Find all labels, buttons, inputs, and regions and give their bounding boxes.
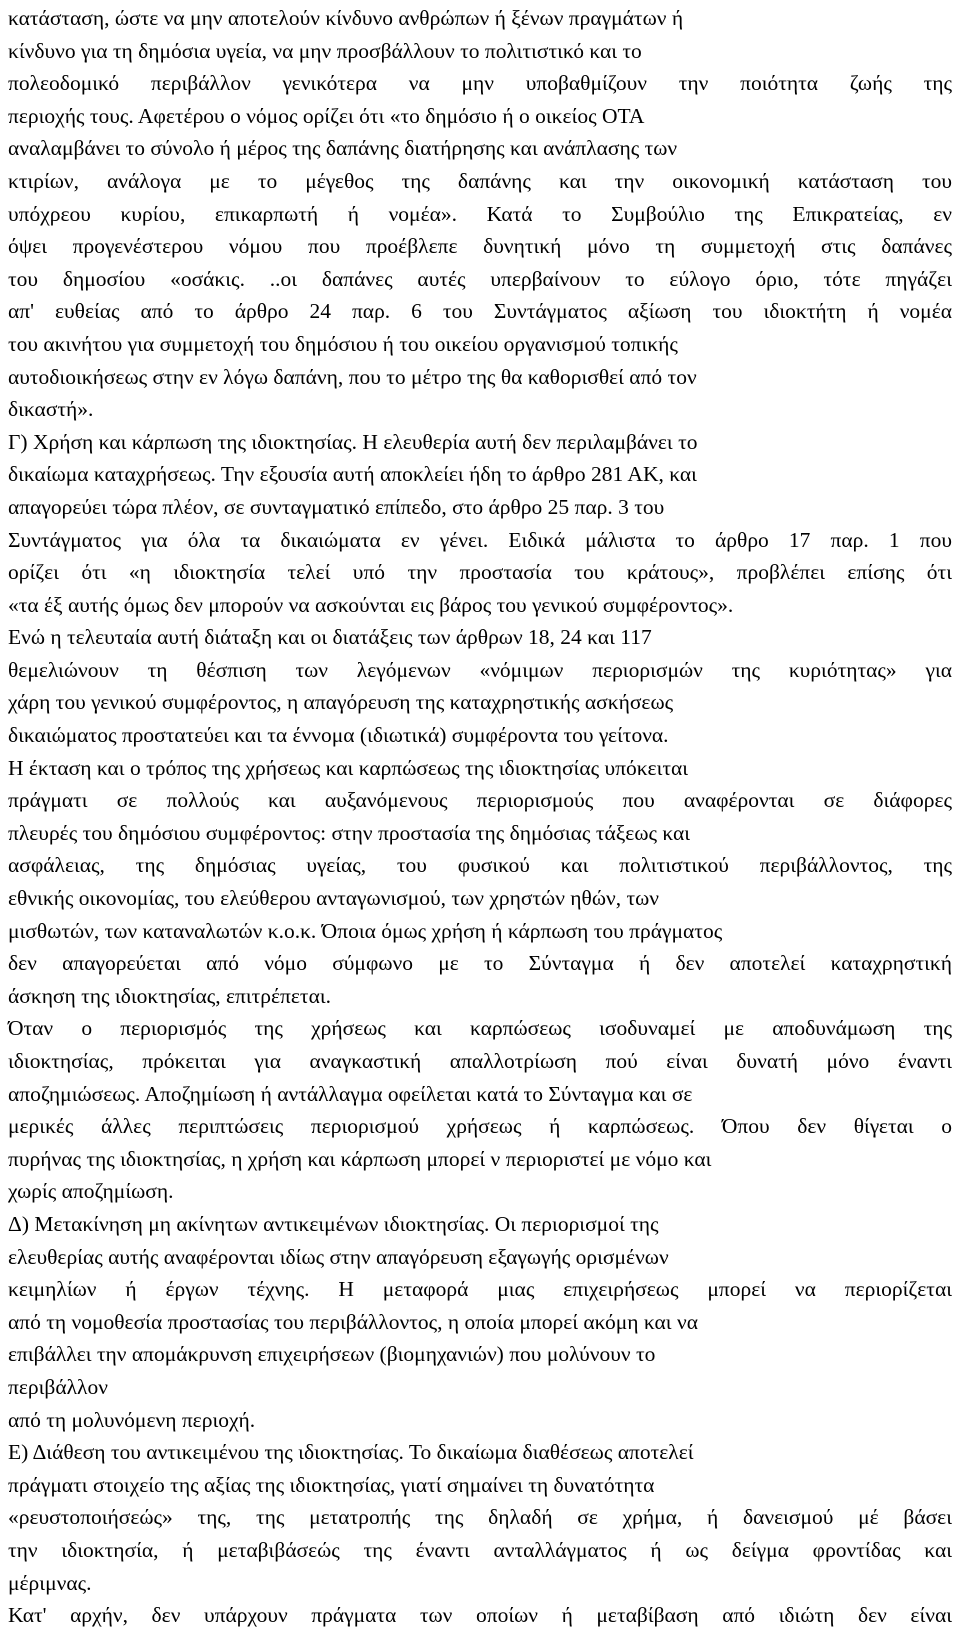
text-line: χάρη του γενικού συμφέροντος, η απαγόρευση της καταχρηστικής ασκήσεως [8,690,674,715]
text-line: ορίζει ότι «η ιδιοκτησία τελεί υπό την προστασία του κράτους», προβλέπει επίσης ότι [8,560,952,585]
text-line: κτιρίων, ανάλογα με το μέγεθος της δαπάνης και την οικονομική κατάσταση του [8,168,952,193]
text-line: πλευρές του δημόσιου συμφέροντος: στην προστασία της δημόσιας τάξεως και [8,820,691,845]
text-line: μερικές άλλες περιπτώσεις περιορισμού χρήσεως ή καρπώσεως. Όπου δεν θίγεται ο [8,1114,952,1139]
text-line: κειμηλίων ή έργων τέχνης. Η μεταφορά μιας επιχειρήσεως μπορεί να περιορίζεται [8,1277,952,1302]
text-line: πυρήνας της ιδιοκτησίας, η χρήση και κάρπωση μπορεί ν περιοριστεί με νόμο και [8,1146,712,1171]
text-line: ασφάλειας, της δημόσιας υγείας, του φυσικού και πολιτιστικού περιβάλλοντος, της [8,853,952,878]
text-line: ελευθερίας αυτής αναφέρονται ιδίως στην απαγόρευση εξαγωγής ορισμένων [8,1244,669,1269]
text-line: πράγματι σε πολλούς και αυξανόμενους περιορισμούς που αναφέρονται σε διάφορες [8,788,952,813]
text-line: «ρευστοποιήσεώς» της, της μετατροπής της δηλαδή σε χρήμα, ή δανεισμού μέ βάσει [8,1505,952,1530]
text-line: Κατ' αρχήν, δεν υπάρχουν πράγματα των οποίων ή μεταβίβαση από ιδιώτη δεν είναι [8,1603,952,1628]
text-line: κατάσταση, ώστε να μην αποτελούν κίνδυνο ανθρώπων ή ξένων πραγμάτων ή [8,6,684,30]
text-line: μισθωτών, των καταναλωτών κ.ο.κ. Όποια όμως χρήση ή κάρπωση του πράγματος [8,918,723,943]
text-line: αυτοδιοικήσεως στην εν λόγω δαπάνη, που το μέτρο της θα καθορισθεί από τον [8,364,697,389]
document-body [8,2,952,1632]
text-line: άσκηση της ιδιοκτησίας, επιτρέπεται. [8,983,331,1008]
text-line: περιοχής τους. Αφετέρου ο νόμος ορίζει ότι «το δημόσιο ή ο οικείος ΟΤΑ [8,103,645,128]
text-line: του ακινήτου για συμμετοχή του δημόσιου ή του οικείου οργανισμού τοπικής [8,331,678,356]
text-line: θεμελιώνουν τη θέσπιση των λεγόμενων «νόμιμων περιορισμών της κυριότητας» για [8,657,952,682]
text-line: επιβάλλει την απομάκρυνση επιχειρήσεων (βιομηχανιών) που μολύνουν το [8,1342,656,1367]
text-line: Όταν ο περιορισμός της χρήσεως και καρπώσεως ισοδυναμεί με αποδυνάμωση της [8,1016,952,1041]
text-line: από τη νομοθεσία προστασίας του περιβάλλοντος, η οποία μπορεί ακόμη και να [8,1309,698,1334]
text-line: χωρίς αποζημίωση. [8,1179,174,1204]
text-line: απαγορεύει τώρα πλέον, σε συνταγματικό επίπεδο, στο άρθρο 25 παρ. 3 του [8,494,665,519]
text-line: όψει προγενέστερου νόμου που προέβλεπε δυνητική μόνο τη συμμετοχή στις δαπάνες [8,234,952,259]
text-line: Συντάγματος για όλα τα δικαιώματα εν γένει. Ειδικά μάλιστα το άρθρο 17 παρ. 1 που [8,527,952,552]
text-line: Γ) Χρήση και κάρπωση της ιδιοκτησίας. Η ελευθερία αυτή δεν περιλαμβάνει το [8,429,698,454]
text-line: δεν απαγορεύεται από νόμο σύμφωνο με το Σύνταγμα ή δεν αποτελεί καταχρηστική [8,951,952,976]
text-line: αποζημιώσεως. Αποζημίωση ή αντάλλαγμα οφείλεται κατά το Σύνταγμα και σε [8,1081,693,1106]
text-line: του δημοσίου «οσάκις. ..οι δαπάνες αυτές υπερβαίνουν το εύλογο όριο, τότε πηγάζει [8,266,952,291]
text-line: δικαστή». [8,397,94,422]
text-line: εθνικής οικονομίας, του ελεύθερου ανταγωνισμού, των χρηστών ηθών, των [8,886,659,911]
text-line: αναλαμβάνει το σύνολο ή μέρος της δαπάνης διατήρησης και ανάπλασης των [8,136,678,161]
text-line: Ενώ η τελευταία αυτή διάταξη και οι διατάξεις των άρθρων 18, 24 και 117 [8,625,652,650]
text-line: πράγματι στοιχείο της αξίας της ιδιοκτησίας, γιατί σημαίνει τη δυνατότητα [8,1472,655,1497]
text-line: περιβάλλον [8,1374,108,1399]
text-line: υπόχρεου κυρίου, επικαρπωτή ή νομέα». Κατά το Συμβούλιο της Επικρατείας, εν [8,201,952,226]
text-line: δικαίωμα καταχρήσεως. Την εξουσία αυτή αποκλείει ήδη το άρθρο 281 ΑΚ, και [8,462,697,487]
text-line: κίνδυνο για τη δημόσια υγεία, να μην προσβάλλουν το πολιτιστικό και το [8,38,642,63]
text-line: δικαιώματος προστατεύει και τα έννομα (ιδιωτικά) συμφέροντα του γείτονα. [8,723,669,748]
text-line: μέριμνας. [8,1570,92,1595]
text-line: ιδιοκτησίας, πρόκειται για αναγκαστική απαλλοτρίωση πού είναι δυνατή μόνο έναντι [8,1049,952,1073]
text-line: «τα έξ αυτής όμως δεν μπορούν να ασκούνται εις βάρος του γενικού συμφέροντος». [8,592,734,617]
text-line: Δ) Μετακίνηση μη ακίνητων αντικειμένων ιδιοκτησίας. Οι περιορισμοί της [8,1211,659,1236]
text-line: Η έκταση και ο τρόπος της χρήσεως και καρπώσεως της ιδιοκτησίας υπόκειται [8,755,689,780]
text-line: πολεοδομικό περιβάλλον γενικότερα να μην υποβαθμίζουν την ποιότητα ζωής της [8,71,952,96]
text-line: απ' ευθείας από το άρθρο 24 παρ. 6 του Συντάγματος αξίωση του ιδιοκτήτη ή νομέα [8,299,952,324]
text-line: από τη μολυνόμενη περιοχή. [8,1407,256,1432]
text-line: Ε) Διάθεση του αντικειμένου της ιδιοκτησίας. Το δικαίωμα διαθέσεως αποτελεί [8,1440,694,1465]
text-line: την ιδιοκτησία, ή μεταβιβάσεώς της έναντι ανταλλάγματος ή ως δείγμα φροντίδας και [8,1537,952,1562]
